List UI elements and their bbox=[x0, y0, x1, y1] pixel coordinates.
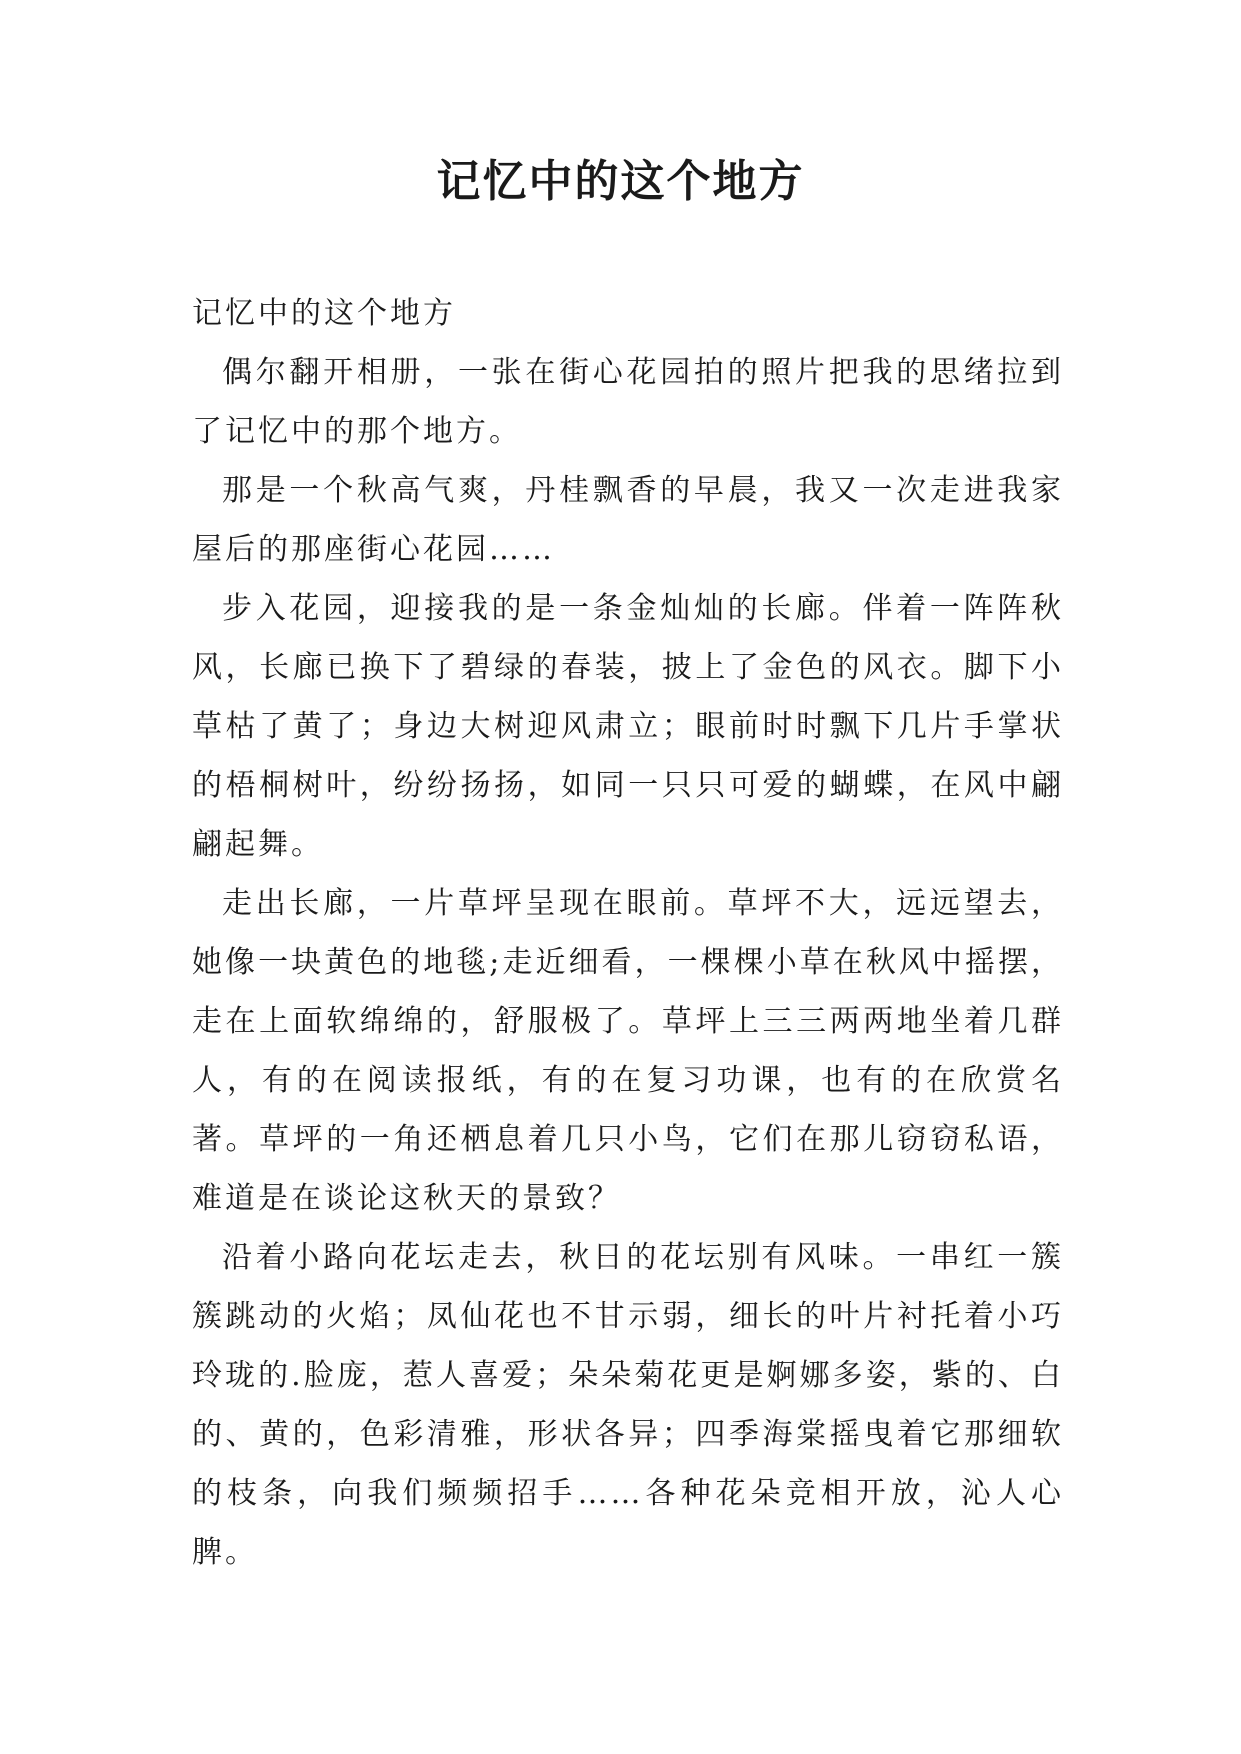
paragraph: 走出长廊，一片草坪呈现在眼前。草坪不大，远远望去，她像一块黄色的地毯;走近细看，一棵棵小草在秋风中摇摆，走在上面软绵绵的，舒服极了。草坪上三三两两地坐着几群人，有的在阅读报纸，有的在复习功课，也有的在欣赏名著。草坪的一角还栖息着几只小鸟，它们在那儿窃窃私语，难道是在谈论这秋天的景致？ bbox=[192, 886, 1064, 1216]
body-heading: 记忆中的这个地方 bbox=[192, 296, 456, 331]
document-body bbox=[192, 284, 1064, 1582]
paragraph: 沿着小路向花坛走去，秋日的花坛别有风味。一串红一簇簇跳动的火焰；凤仙花也不甘示弱，细长的叶片衬托着小巧玲珑的.脸庞，惹人喜爱；朵朵菊花更是婀娜多姿，紫的、白的、黄的，色彩清雅，形状各异；四季海棠摇曳着它那细软的枝条，向我们频频招手……各种花朵竞相开放，沁人心脾。 bbox=[192, 1240, 1064, 1570]
paragraph: 步入花园，迎接我的是一条金灿灿的长廊。伴着一阵阵秋风，长廊已换下了碧绿的春装，披上了金色的风衣。脚下小草枯了黄了；身边大树迎风肃立；眼前时时飘下几片手掌状的梧桐树叶，纷纷扬扬，如同一只只可爱的蝴蝶，在风中翩翩起舞。 bbox=[192, 591, 1064, 862]
document-title: 记忆中的这个地方 bbox=[436, 156, 805, 207]
paragraph: 那是一个秋高气爽，丹桂飘香的早晨，我又一次走进我家屋后的那座街心花园…… bbox=[192, 473, 1064, 567]
paragraph: 偶尔翻开相册，一张在街心花园拍的照片把我的思绪拉到了记忆中的那个地方。 bbox=[192, 355, 1064, 449]
